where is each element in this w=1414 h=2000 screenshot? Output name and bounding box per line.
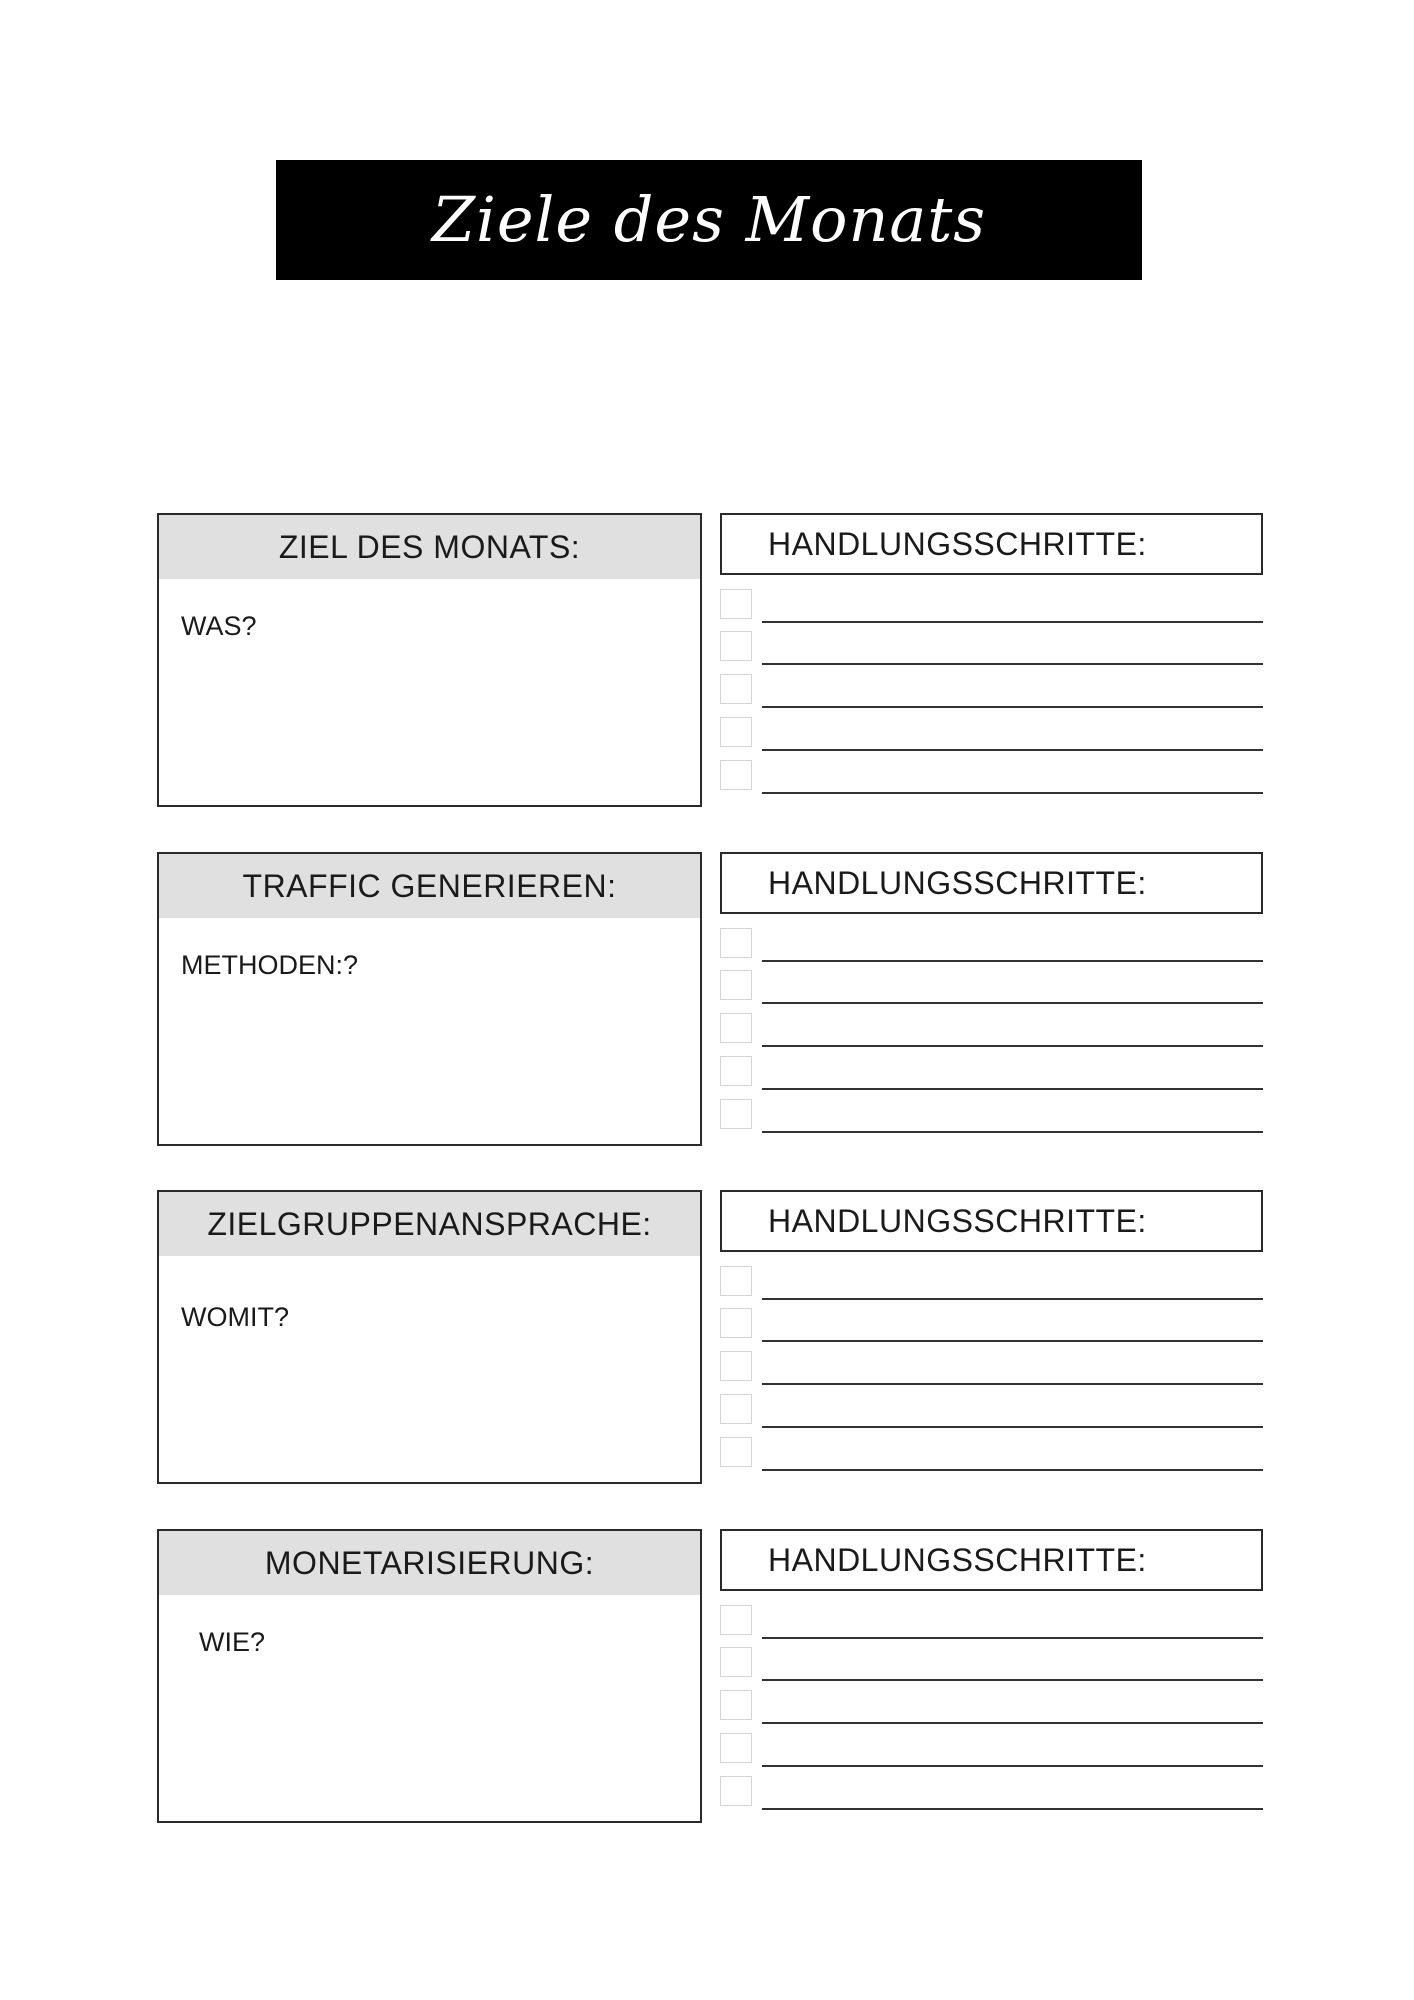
step-row <box>720 760 1263 794</box>
goal-heading: ZIEL DES MONATS: <box>159 515 700 579</box>
step-line[interactable] <box>762 1722 1263 1724</box>
step-row <box>720 631 1263 665</box>
step-checkbox[interactable] <box>720 1733 752 1763</box>
goal-heading: TRAFFIC GENERIEREN: <box>159 854 700 918</box>
step-checkbox[interactable] <box>720 1437 752 1467</box>
step-line[interactable] <box>762 663 1263 665</box>
step-checkbox[interactable] <box>720 1099 752 1129</box>
step-row <box>720 1394 1263 1428</box>
step-checkbox[interactable] <box>720 1266 752 1296</box>
step-checkbox[interactable] <box>720 589 752 619</box>
title-banner <box>276 160 1142 280</box>
goal-prompt: WIE? <box>199 1627 266 1657</box>
step-line[interactable] <box>762 1426 1263 1428</box>
goal-section-3 <box>157 1190 1263 1486</box>
step-line[interactable] <box>762 1765 1263 1767</box>
step-row <box>720 1647 1263 1681</box>
step-line[interactable] <box>762 1340 1263 1342</box>
step-checkbox[interactable] <box>720 1056 752 1086</box>
step-line[interactable] <box>762 1679 1263 1681</box>
step-checkbox[interactable] <box>720 674 752 704</box>
steps-heading: HANDLUNGSSCHRITTE: <box>720 1190 1263 1252</box>
step-row <box>720 1776 1263 1810</box>
goal-prompt: WOMIT? <box>181 1302 289 1332</box>
step-line[interactable] <box>762 1469 1263 1471</box>
step-row <box>720 1351 1263 1385</box>
step-row <box>720 1266 1263 1300</box>
steps-heading: HANDLUNGSSCHRITTE: <box>720 1529 1263 1591</box>
step-row <box>720 1099 1263 1133</box>
step-row <box>720 717 1263 751</box>
step-row <box>720 674 1263 708</box>
step-line[interactable] <box>762 1131 1263 1133</box>
goal-box <box>157 852 702 1146</box>
step-checkbox[interactable] <box>720 928 752 958</box>
step-row <box>720 1605 1263 1639</box>
step-line[interactable] <box>762 1002 1263 1004</box>
step-checkbox[interactable] <box>720 1647 752 1677</box>
step-line[interactable] <box>762 706 1263 708</box>
goal-box <box>157 1190 702 1484</box>
step-line[interactable] <box>762 1298 1263 1300</box>
goal-section-4 <box>157 1529 1263 1825</box>
step-line[interactable] <box>762 792 1263 794</box>
step-checkbox[interactable] <box>720 1394 752 1424</box>
page-title: Ziele des Monats <box>431 183 987 256</box>
step-checkbox[interactable] <box>720 1013 752 1043</box>
step-checkbox[interactable] <box>720 970 752 1000</box>
step-checkbox[interactable] <box>720 1308 752 1338</box>
step-row <box>720 1056 1263 1090</box>
goal-prompt: METHODEN:? <box>181 950 359 980</box>
step-row <box>720 589 1263 623</box>
goal-heading: ZIELGRUPPENANSPRACHE: <box>159 1192 700 1256</box>
step-row <box>720 1690 1263 1724</box>
step-checkbox[interactable] <box>720 717 752 747</box>
step-line[interactable] <box>762 1808 1263 1810</box>
goal-box <box>157 513 702 807</box>
step-line[interactable] <box>762 621 1263 623</box>
step-line[interactable] <box>762 749 1263 751</box>
goal-box <box>157 1529 702 1823</box>
steps-heading: HANDLUNGSSCHRITTE: <box>720 513 1263 575</box>
step-row <box>720 1308 1263 1342</box>
steps-heading: HANDLUNGSSCHRITTE: <box>720 852 1263 914</box>
step-line[interactable] <box>762 1045 1263 1047</box>
step-line[interactable] <box>762 1383 1263 1385</box>
step-line[interactable] <box>762 960 1263 962</box>
goal-heading: MONETARISIERUNG: <box>159 1531 700 1595</box>
step-row <box>720 1733 1263 1767</box>
step-row <box>720 970 1263 1004</box>
step-checkbox[interactable] <box>720 760 752 790</box>
step-checkbox[interactable] <box>720 1776 752 1806</box>
step-checkbox[interactable] <box>720 1690 752 1720</box>
goal-prompt: WAS? <box>181 611 257 641</box>
step-line[interactable] <box>762 1637 1263 1639</box>
step-checkbox[interactable] <box>720 1605 752 1635</box>
step-row <box>720 1437 1263 1471</box>
goal-section-2 <box>157 852 1263 1148</box>
step-line[interactable] <box>762 1088 1263 1090</box>
step-row <box>720 1013 1263 1047</box>
goal-section-1 <box>157 513 1263 809</box>
step-row <box>720 928 1263 962</box>
step-checkbox[interactable] <box>720 1351 752 1381</box>
step-checkbox[interactable] <box>720 631 752 661</box>
